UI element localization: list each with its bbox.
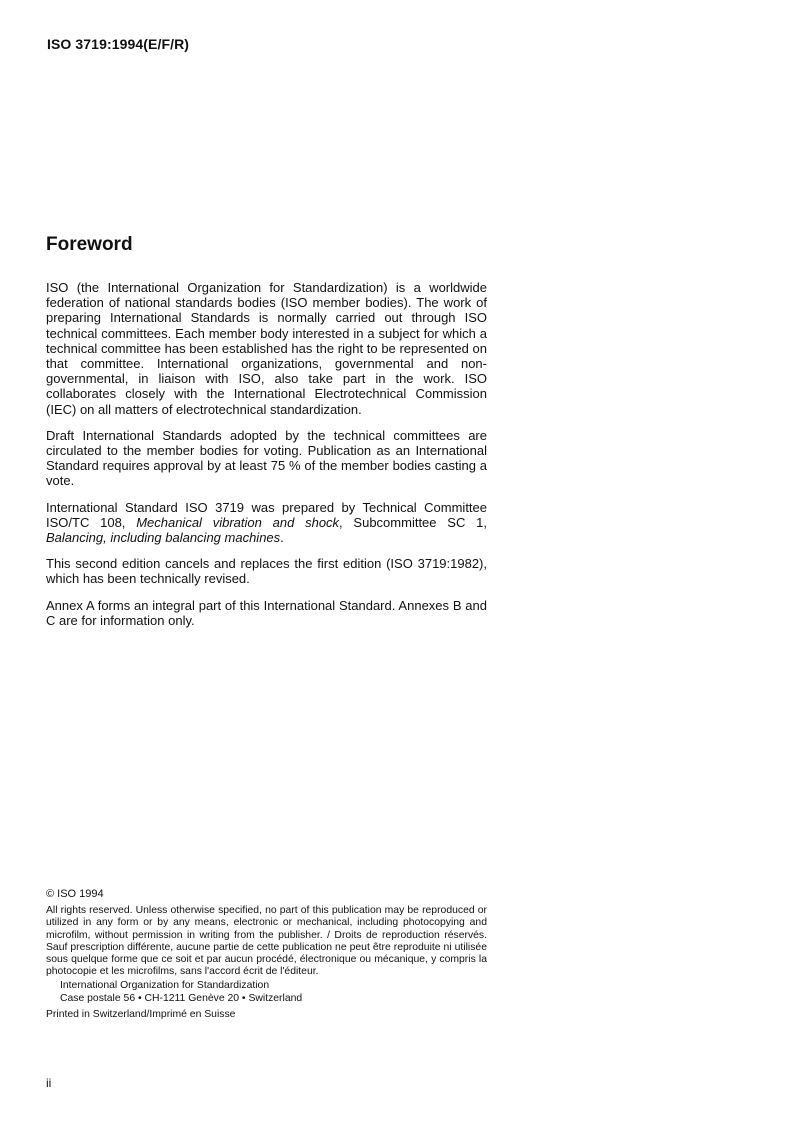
paragraph-3-middle: , Subcommittee SC 1,: [339, 514, 487, 530]
paragraph-1: ISO (the International Organization for Standardization) is a worldwide federation of national standards bodies (ISO member bodies). The work of preparing International Standards is normally carried out through ISO technical committees. Each member body interested in a subject for which a technical committee has been established has the right to be represented on that committee. International organizations, governmental and non-governmental, in liaison with ISO, also take part in the work. ISO collaborates closely with the International Electrotechnical Commission (IEC) on all matters of electrotechnical standardization.: [46, 280, 487, 417]
paragraph-2: Draft International Standards adopted by the technical committees are circulated to the member bodies for voting. Publication as an International Standard requires approval by at least 75 % of the member bodies casting a vote.: [46, 427, 487, 489]
paragraph-3-suffix: .: [280, 530, 284, 546]
page-title: Foreword: [46, 234, 133, 255]
publisher-name: International Organization for Standardization: [60, 980, 270, 992]
publisher-address: [60, 980, 487, 1004]
postal-address: Case postale 56 • CH-1211 Genève 20 • Switzerland: [60, 992, 303, 1004]
committee-title: Mechanical vibration and shock: [136, 514, 340, 530]
document-code: ISO 3719:1994(E/F/R): [47, 36, 190, 52]
page-number: ii: [46, 1076, 52, 1090]
copyright-line: © ISO 1994: [46, 888, 104, 900]
paragraph-3-prefix: International Standard ISO 3719 was prepared by Technical Committee ISO/TC 108,: [46, 499, 487, 530]
copyright-block: [46, 888, 487, 1021]
subcommittee-title: Balancing, including balancing machines: [46, 530, 281, 546]
foreword-body: [46, 280, 487, 639]
rights-notice: All rights reserved. Unless otherwise specified, no part of this publication may be reproduced or utilized in any form or by any means, electronic or mechanical, including photocopying and microfilm, without permission in writing from the publisher. / Droits de reproduction réservés. Sauf prescription différente, aucune partie de cette publication ne peut être reproduite ni utilisée sous quelque forme que ce soit et par aucun procédé, électronique ou mécanique, y compris la photocopie et les microfilms, sans l'accord écrit de l'éditeur.: [46, 905, 487, 978]
paragraph-5: Annex A forms an integral part of this International Standard. Annexes B and C are for information only.: [46, 597, 487, 628]
paragraph-3: [46, 500, 487, 546]
paragraph-4: This second edition cancels and replaces the first edition (ISO 3719:1982), which has been technically revised.: [46, 556, 487, 587]
printed-notice: Printed in Switzerland/Imprimé en Suisse: [46, 1008, 236, 1020]
